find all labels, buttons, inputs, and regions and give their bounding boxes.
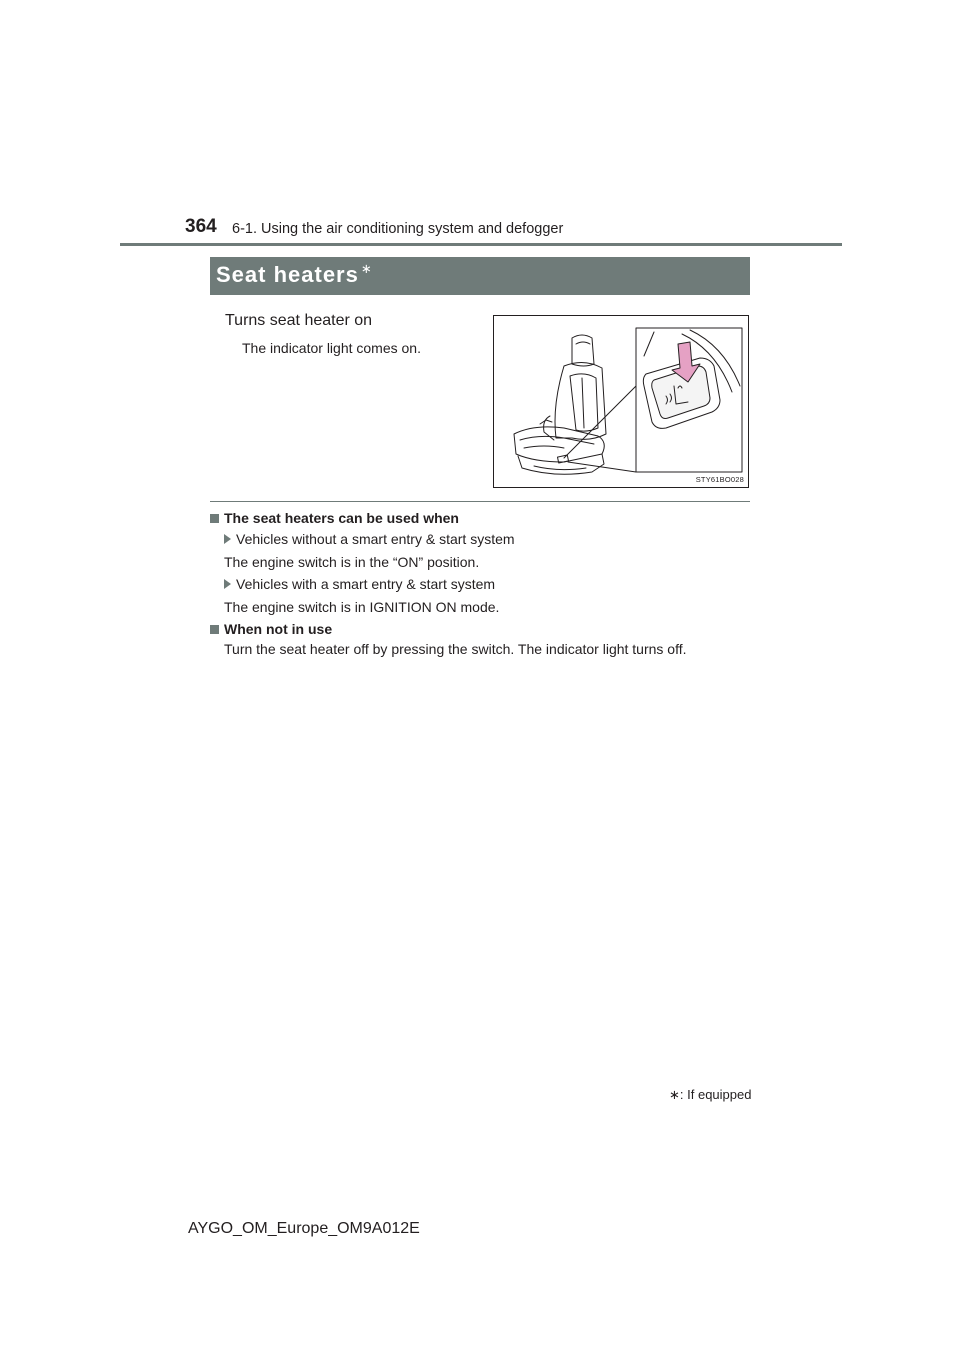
title-bar [210, 257, 750, 295]
if-equipped-marker: ∗ [360, 261, 373, 276]
condition-bullet-text: Vehicles without a smart entry & start system [236, 531, 515, 547]
condition-bullet-2 [224, 576, 495, 592]
triangle-bullet-icon [224, 579, 231, 589]
page-title-text: Seat heaters [216, 262, 359, 287]
condition-bullet-text: Vehicles with a smart entry & start system [236, 576, 496, 592]
footnote [669, 1087, 751, 1103]
section-title: 6-1. Using the air conditioning system and defogger [232, 221, 564, 237]
figure-code: STY61BO028 [695, 475, 744, 484]
instruction-subtext: The indicator light comes on. [242, 340, 421, 356]
condition-text-1: The engine switch is in the “ON” position. [224, 554, 480, 570]
note-heading-text: The seat heaters can be used when [224, 510, 459, 526]
condition-text-2: The engine switch is in IGNITION ON mode. [224, 599, 500, 615]
content-divider [210, 501, 750, 502]
not-in-use-text: Turn the seat heater off by pressing the switch. The indicator light turns off. [224, 641, 687, 657]
square-bullet-icon [210, 625, 219, 634]
header-divider [120, 243, 842, 246]
footer-doc-id: AYGO_OM_Europe_OM9A012E [188, 1220, 420, 1237]
note-heading-usable [210, 510, 459, 526]
page-title [216, 261, 373, 288]
note-heading-text: When not in use [224, 621, 333, 637]
triangle-bullet-icon [224, 534, 231, 544]
footnote-marker: ∗ [669, 1087, 680, 1102]
seat-heater-figure [493, 315, 749, 488]
instruction-text: Turns seat heater on [225, 312, 373, 329]
square-bullet-icon [210, 514, 219, 523]
note-heading-not-in-use [210, 621, 332, 637]
seat-heater-switch-illustration-icon [494, 316, 750, 489]
page-number: 364 [185, 216, 217, 237]
condition-bullet-1 [224, 531, 515, 547]
footnote-text: : If equipped [679, 1087, 752, 1102]
